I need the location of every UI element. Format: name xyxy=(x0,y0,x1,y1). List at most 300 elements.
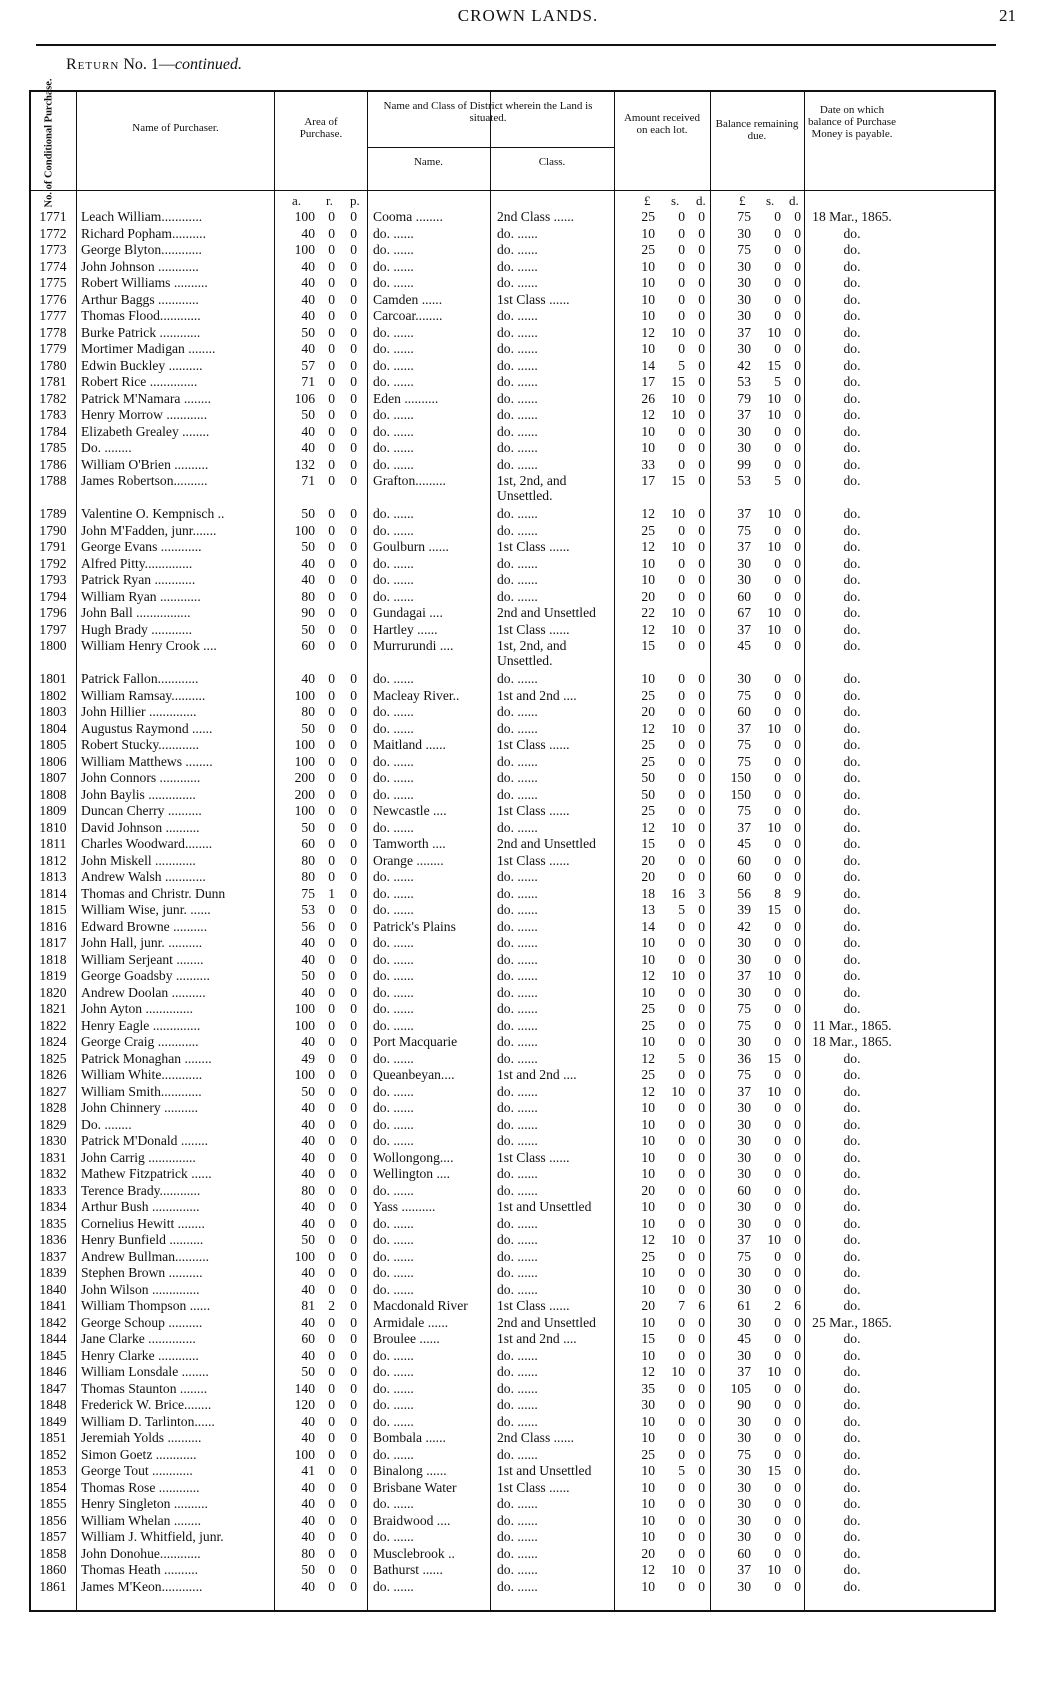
cell-as: 0 xyxy=(678,275,685,290)
cell-a: 100 xyxy=(294,803,315,818)
cell-no: 1829 xyxy=(39,1116,67,1132)
cell-date: do. xyxy=(843,869,861,884)
cell-p: 0 xyxy=(350,1413,357,1429)
cell-r: 0 xyxy=(328,275,335,290)
cell-no: 1821 xyxy=(39,1001,67,1016)
cell-bs: 0 xyxy=(774,1397,781,1412)
cell-as: 10 xyxy=(671,1232,685,1247)
cell-p: 0 xyxy=(350,869,357,884)
cell-name: Frederick W. Brice........ xyxy=(81,1397,212,1412)
cell-district: Goulburn ...... xyxy=(373,539,449,554)
cell-al: 12 xyxy=(641,1083,655,1099)
cell-bl: 30 xyxy=(737,1215,751,1231)
cell-al: 10 xyxy=(641,1463,655,1478)
cell-no: 1845 xyxy=(39,1347,67,1363)
cell-bd: 0 xyxy=(794,1050,801,1066)
table-row xyxy=(31,1513,994,1530)
cell-name: Hugh Brady ............ xyxy=(81,621,193,637)
cell-as: 0 xyxy=(678,1331,685,1346)
cell-as: 0 xyxy=(678,1578,685,1594)
cell-as: 0 xyxy=(678,951,685,967)
cell-no: 1819 xyxy=(39,968,67,983)
cell-r: 0 xyxy=(328,1149,335,1165)
cell-bd: 0 xyxy=(794,1314,801,1330)
table-row xyxy=(31,308,994,325)
cell-ad: 0 xyxy=(698,951,705,967)
cell-ad: 0 xyxy=(698,1545,705,1561)
cell-name: Patrick Fallon............ xyxy=(81,671,199,686)
cell-name: Burke Patrick ............ xyxy=(81,324,201,340)
table-row xyxy=(31,1529,994,1546)
cell-al: 10 xyxy=(641,1133,655,1148)
cell-al: 25 xyxy=(641,1017,655,1033)
cell-name: Richard Popham.......... xyxy=(81,225,206,241)
cell-bl: 75 xyxy=(737,687,751,703)
cell-ad: 0 xyxy=(698,1149,705,1165)
table-row xyxy=(31,968,994,985)
cell-district: do. ...... xyxy=(373,1182,414,1198)
cell-ad: 0 xyxy=(698,357,705,373)
cell-as: 0 xyxy=(678,522,685,538)
cell-r: 0 xyxy=(328,1562,335,1577)
cell-as: 0 xyxy=(678,291,685,307)
cell-a: 50 xyxy=(301,1364,315,1379)
cell-a: 40 xyxy=(301,555,315,571)
table-row xyxy=(31,407,994,424)
cell-ad: 0 xyxy=(698,1496,705,1511)
cell-bs: 0 xyxy=(774,918,781,934)
cell-bl: 30 xyxy=(737,1463,751,1478)
cell-cls: do. ...... xyxy=(497,984,538,1000)
cell-name: William O'Brien .......... xyxy=(81,456,209,472)
cell-ad: 0 xyxy=(698,572,705,587)
cell-cls: do. ...... xyxy=(497,423,538,439)
cell-district: do. ...... xyxy=(373,1248,414,1264)
cell-ad: 0 xyxy=(698,588,705,604)
cell-ad: 0 xyxy=(698,786,705,802)
cell-cls: do. ...... xyxy=(497,572,538,587)
cell-al: 13 xyxy=(641,902,655,917)
cell-al: 12 xyxy=(641,720,655,736)
cell-bl: 37 xyxy=(737,968,751,983)
cell-no: 1808 xyxy=(39,786,67,802)
cell-a: 80 xyxy=(301,1182,315,1198)
cell-no: 1807 xyxy=(39,770,67,785)
cell-as: 15 xyxy=(671,473,685,488)
cell-cls: do. ...... xyxy=(497,1364,538,1379)
cell-district: Tamworth .... xyxy=(373,836,446,851)
cell-as: 0 xyxy=(678,1001,685,1016)
cell-a: 40 xyxy=(301,1347,315,1363)
cell-district: Yass .......... xyxy=(373,1199,436,1214)
cell-date: do. xyxy=(843,836,861,851)
cell-date: do. xyxy=(843,852,861,868)
cell-al: 25 xyxy=(641,522,655,538)
cell-date: do. xyxy=(843,621,861,637)
cell-cls: do. ...... xyxy=(497,1529,538,1544)
cell-bs: 0 xyxy=(774,456,781,472)
cell-as: 16 xyxy=(671,885,685,901)
cell-r: 0 xyxy=(328,258,335,274)
cell-a: 40 xyxy=(301,935,315,950)
cell-r: 0 xyxy=(328,1034,335,1049)
cell-a: 50 xyxy=(301,621,315,637)
cell-bd: 0 xyxy=(794,687,801,703)
cell-p: 0 xyxy=(350,885,357,901)
cell-bd: 0 xyxy=(794,1562,801,1577)
cell-al: 50 xyxy=(641,786,655,802)
cell-name: John Donohue............ xyxy=(81,1545,201,1561)
table-row xyxy=(31,688,994,705)
cell-al: 50 xyxy=(641,770,655,785)
cell-bl: 45 xyxy=(737,836,751,851)
cell-date: do. xyxy=(843,1067,861,1082)
cell-bs: 8 xyxy=(774,885,781,901)
cell-as: 0 xyxy=(678,1182,685,1198)
cell-bd: 0 xyxy=(794,1034,801,1049)
cell-as: 0 xyxy=(678,1347,685,1363)
cell-bd: 0 xyxy=(794,720,801,736)
cell-name: George Goadsby .......... xyxy=(81,968,210,983)
cell-no: 1801 xyxy=(39,671,67,686)
cell-date: do. xyxy=(843,1149,861,1165)
cell-bl: 30 xyxy=(737,555,751,571)
cell-name: Terence Brady............ xyxy=(81,1182,201,1198)
cell-a: 80 xyxy=(301,704,315,719)
cell-cls: 1st, 2nd, and Unsettled. xyxy=(497,473,567,503)
cell-a: 57 xyxy=(301,357,315,373)
cell-r: 0 xyxy=(328,1182,335,1198)
cell-r: 0 xyxy=(328,506,335,521)
cell-p: 0 xyxy=(350,1100,357,1115)
table-row xyxy=(31,1034,994,1051)
cell-al: 10 xyxy=(641,1100,655,1115)
cell-date: do. xyxy=(843,572,861,587)
cell-date: do. xyxy=(843,935,861,950)
cell-cls: 1st Class ...... xyxy=(497,1479,570,1495)
cell-a: 50 xyxy=(301,720,315,736)
cell-p: 0 xyxy=(350,1001,357,1016)
cell-ad: 0 xyxy=(698,1166,705,1181)
cell-bl: 30 xyxy=(737,1347,751,1363)
cell-bd: 0 xyxy=(794,1578,801,1594)
cell-no: 1817 xyxy=(39,935,67,950)
cell-district: Macleay River.. xyxy=(373,687,460,703)
cell-al: 10 xyxy=(641,1149,655,1165)
cell-ad: 0 xyxy=(698,671,705,686)
cell-as: 0 xyxy=(678,786,685,802)
cell-no: 1855 xyxy=(39,1496,67,1511)
cell-district: do. ...... xyxy=(373,819,414,835)
table-row xyxy=(31,1199,994,1216)
cell-al: 35 xyxy=(641,1380,655,1396)
table-row xyxy=(31,1067,994,1084)
cell-date: do. xyxy=(843,242,861,257)
cell-a: 40 xyxy=(301,1034,315,1049)
cell-p: 0 xyxy=(350,902,357,917)
cell-p: 0 xyxy=(350,704,357,719)
cell-name: William Ramsay.......... xyxy=(81,687,206,703)
cell-r: 0 xyxy=(328,1232,335,1247)
cell-bl: 75 xyxy=(737,1067,751,1082)
cell-a: 40 xyxy=(301,1133,315,1148)
table-row xyxy=(31,506,994,523)
table-row xyxy=(31,952,994,969)
cell-date: do. xyxy=(843,1331,861,1346)
cell-a: 50 xyxy=(301,539,315,554)
cell-p: 0 xyxy=(350,1364,357,1379)
cell-district: Brisbane Water xyxy=(373,1479,457,1495)
cell-r: 0 xyxy=(328,753,335,769)
cell-p: 0 xyxy=(350,1182,357,1198)
cell-cls: 1st and 2nd .... xyxy=(497,687,577,703)
cell-bl: 90 xyxy=(737,1397,751,1412)
cell-al: 12 xyxy=(641,1232,655,1247)
cell-p: 0 xyxy=(350,341,357,356)
cell-date: do. xyxy=(843,1529,861,1544)
cell-ad: 0 xyxy=(698,1281,705,1297)
cell-p: 0 xyxy=(350,1116,357,1132)
cell-p: 0 xyxy=(350,951,357,967)
table-row xyxy=(31,1562,994,1579)
cell-name: Robert Stucky............ xyxy=(81,737,200,752)
cell-cls: 1st and Unsettled xyxy=(497,1199,592,1214)
cell-al: 10 xyxy=(641,1034,655,1049)
cell-no: 1781 xyxy=(39,374,67,389)
return-number: No. 1— xyxy=(123,56,175,73)
cell-no: 1822 xyxy=(39,1017,67,1033)
cell-ad: 0 xyxy=(698,1529,705,1544)
cell-ad: 0 xyxy=(698,918,705,934)
cell-cls: do. ...... xyxy=(497,242,538,257)
cell-date: do. xyxy=(843,1413,861,1429)
cell-bl: 60 xyxy=(737,1545,751,1561)
cell-cls: do. ...... xyxy=(497,1215,538,1231)
table-row xyxy=(31,1381,994,1398)
cell-no: 1827 xyxy=(39,1083,67,1099)
cell-bs: 0 xyxy=(774,704,781,719)
cell-name: Edwin Buckley .......... xyxy=(81,357,203,373)
cell-bd: 0 xyxy=(794,1182,801,1198)
cell-district: do. ...... xyxy=(373,258,414,274)
cell-bl: 30 xyxy=(737,1413,751,1429)
cell-r: 0 xyxy=(328,819,335,835)
cell-cls: do. ...... xyxy=(497,885,538,901)
cell-no: 1849 xyxy=(39,1413,67,1429)
table-row xyxy=(31,1100,994,1117)
table-row xyxy=(31,1315,994,1332)
table-row xyxy=(31,259,994,276)
cell-a: 50 xyxy=(301,324,315,340)
return-heading xyxy=(66,56,242,74)
table-row xyxy=(31,275,994,292)
cell-cls: do. ...... xyxy=(497,786,538,802)
cell-a: 40 xyxy=(301,1529,315,1544)
table-row xyxy=(31,886,994,903)
cell-bs: 0 xyxy=(774,1100,781,1115)
cell-as: 0 xyxy=(678,308,685,323)
cell-a: 132 xyxy=(294,456,315,472)
cell-bs: 0 xyxy=(774,1347,781,1363)
cell-bl: 150 xyxy=(730,770,751,785)
table-row xyxy=(31,820,994,837)
cell-bs: 0 xyxy=(774,1430,781,1445)
cell-bs: 0 xyxy=(774,753,781,769)
cell-ad: 0 xyxy=(698,1215,705,1231)
cell-bl: 45 xyxy=(737,1331,751,1346)
cell-date: do. xyxy=(843,951,861,967)
cell-cls: 1st and 2nd .... xyxy=(497,1331,577,1346)
cell-date: do. xyxy=(843,456,861,472)
cell-a: 50 xyxy=(301,1232,315,1247)
cell-as: 0 xyxy=(678,935,685,950)
cell-name: Arthur Baggs ............ xyxy=(81,291,199,307)
cell-as: 0 xyxy=(678,1430,685,1445)
cell-as: 0 xyxy=(678,1265,685,1280)
purchase-table xyxy=(29,78,996,1612)
cell-p: 0 xyxy=(350,1083,357,1099)
cell-ad: 0 xyxy=(698,1232,705,1247)
cell-bd: 0 xyxy=(794,1430,801,1445)
cell-bd: 0 xyxy=(794,1463,801,1478)
cell-name: Elizabeth Grealey ........ xyxy=(81,423,210,439)
cell-name: George Evans ............ xyxy=(81,539,202,554)
cell-no: 1830 xyxy=(39,1133,67,1148)
cell-date: do. xyxy=(843,1446,861,1462)
cell-bl: 30 xyxy=(737,341,751,356)
cell-a: 100 xyxy=(294,1001,315,1016)
cell-date: do. xyxy=(843,605,861,620)
cell-bs: 0 xyxy=(774,225,781,241)
cell-r: 0 xyxy=(328,209,335,224)
cell-date: do. xyxy=(843,1496,861,1511)
cell-al: 20 xyxy=(641,869,655,884)
cell-no: 1833 xyxy=(39,1182,67,1198)
cell-al: 25 xyxy=(641,209,655,224)
cell-al: 25 xyxy=(641,753,655,769)
cell-al: 10 xyxy=(641,1215,655,1231)
cell-r: 0 xyxy=(328,407,335,422)
cell-no: 1854 xyxy=(39,1479,67,1495)
cell-as: 0 xyxy=(678,869,685,884)
page-number: 21 xyxy=(999,6,1016,25)
header-no: No. of Conditional Purchase. xyxy=(43,78,55,208)
cell-district: do. ...... xyxy=(373,770,414,785)
cell-r: 0 xyxy=(328,588,335,604)
cell-bs: 10 xyxy=(767,407,781,422)
cell-p: 0 xyxy=(350,572,357,587)
cell-bd: 0 xyxy=(794,1331,801,1346)
cell-district: do. ...... xyxy=(373,341,414,356)
cell-date: do. xyxy=(843,803,861,818)
cell-no: 1796 xyxy=(39,605,67,620)
cell-no: 1789 xyxy=(39,506,67,521)
cell-al: 10 xyxy=(641,1479,655,1495)
cell-cls: 1st Class ...... xyxy=(497,539,570,554)
cell-al: 10 xyxy=(641,440,655,455)
cell-a: 40 xyxy=(301,225,315,241)
cell-no: 1780 xyxy=(39,357,67,373)
cell-bl: 37 xyxy=(737,1232,751,1247)
cell-as: 7 xyxy=(678,1298,685,1313)
cell-ad: 0 xyxy=(698,737,705,752)
cell-district: do. ...... xyxy=(373,225,414,241)
cell-bl: 39 xyxy=(737,902,751,917)
cell-bd: 0 xyxy=(794,1397,801,1412)
cell-al: 10 xyxy=(641,984,655,1000)
cell-bd: 0 xyxy=(794,1529,801,1544)
cell-bd: 0 xyxy=(794,456,801,472)
cell-bl: 150 xyxy=(730,786,751,802)
cell-ad: 0 xyxy=(698,242,705,257)
cell-al: 25 xyxy=(641,1446,655,1462)
table-row xyxy=(31,1166,994,1183)
cell-cls: do. ...... xyxy=(497,407,538,422)
cell-as: 0 xyxy=(678,1413,685,1429)
cell-a: 40 xyxy=(301,984,315,1000)
cell-a: 100 xyxy=(294,522,315,538)
cell-bl: 60 xyxy=(737,588,751,604)
cell-no: 1805 xyxy=(39,737,67,752)
cell-bd: 0 xyxy=(794,1347,801,1363)
cell-a: 71 xyxy=(301,374,315,389)
cell-p: 0 xyxy=(350,1347,357,1363)
cell-a: 40 xyxy=(301,1166,315,1181)
cell-district: Armidale ...... xyxy=(373,1314,449,1330)
table-row xyxy=(31,1133,994,1150)
cell-p: 0 xyxy=(350,1578,357,1594)
cell-as: 0 xyxy=(678,687,685,703)
cell-bl: 30 xyxy=(737,225,751,241)
cell-ad: 0 xyxy=(698,687,705,703)
cell-name: Henry Bunfield .......... xyxy=(81,1232,204,1247)
cell-r: 0 xyxy=(328,1083,335,1099)
cell-cls: do. ...... xyxy=(497,456,538,472)
cell-date: do. xyxy=(843,374,861,389)
cell-al: 10 xyxy=(641,1512,655,1528)
cell-name: John Ayton .............. xyxy=(81,1001,194,1016)
cell-date: do. xyxy=(843,539,861,554)
cell-al: 18 xyxy=(641,885,655,901)
cell-bd: 0 xyxy=(794,1199,801,1214)
cell-p: 0 xyxy=(350,1298,357,1313)
cell-p: 0 xyxy=(350,968,357,983)
cell-cls: 1st and 2nd .... xyxy=(497,1067,577,1082)
cell-district: do. ...... xyxy=(373,968,414,983)
cell-ad: 0 xyxy=(698,803,705,818)
table-row xyxy=(31,836,994,853)
cell-name: John Hillier .............. xyxy=(81,704,197,719)
cell-no: 1809 xyxy=(39,803,67,818)
cell-al: 10 xyxy=(641,291,655,307)
cell-bs: 0 xyxy=(774,1529,781,1544)
cell-bl: 75 xyxy=(737,737,751,752)
cell-a: 75 xyxy=(301,885,315,901)
cell-bl: 37 xyxy=(737,819,751,835)
cell-as: 0 xyxy=(678,1199,685,1214)
cell-district: do. ...... xyxy=(373,522,414,538)
cell-p: 0 xyxy=(350,720,357,736)
cell-bd: 0 xyxy=(794,770,801,785)
cell-bd: 0 xyxy=(794,984,801,1000)
cell-r: 0 xyxy=(328,1496,335,1511)
cell-no: 1788 xyxy=(39,473,67,488)
cell-district: Queanbeyan.... xyxy=(373,1067,455,1082)
cell-as: 0 xyxy=(678,1314,685,1330)
cell-bl: 30 xyxy=(737,1034,751,1049)
cell-cls: do. ...... xyxy=(497,258,538,274)
cell-bs: 0 xyxy=(774,1265,781,1280)
